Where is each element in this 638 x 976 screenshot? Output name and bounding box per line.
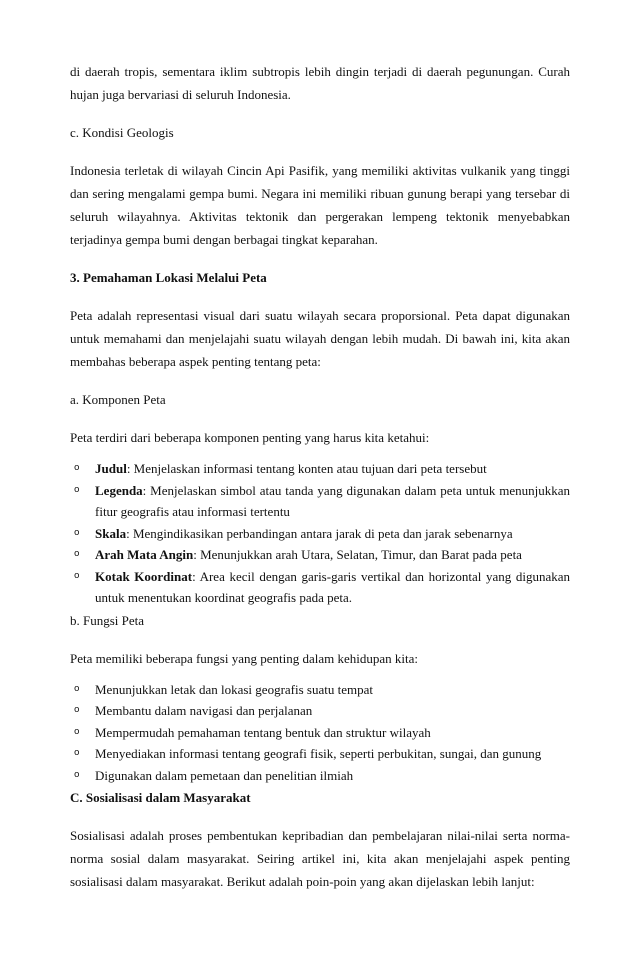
komponen-list — [70, 458, 570, 609]
list-item: o Arah Mata Angin: Menunjukkan arah Utara, Selatan, Timur, dan Barat pada peta — [70, 544, 570, 566]
bullet-icon: o — [74, 570, 80, 581]
list-item: o Skala: Mengindikasikan perbandingan antara jarak di peta dan jarak sebenarnya — [70, 523, 570, 545]
list-item: o Menyediakan informasi tentang geografi fisik, seperti perbukitan, sungai, dan gunung — [70, 743, 570, 765]
paragraph-sosialisasi: Sosialisasi adalah proses pembentukan kepribadian dan pembelajaran nilai-nilai serta norma-norma sosial dalam masyarakat. Seiring artikel ini, kita akan menjelajahi aspek penting sosialisasi dalam masyarakat. Berikut adalah poin-poin yang akan dijelaskan lebih lanjut: — [70, 828, 570, 889]
bullet-icon: o — [74, 726, 80, 737]
heading-sosialisasi: C. Sosialisasi dalam Masyarakat — [70, 790, 251, 805]
list-item: o Kotak Koordinat: Area kecil dengan garis-garis vertikal dan horizontal yang digunakan untuk menentukan koordinat geografis pada peta. — [70, 566, 570, 609]
document-page — [70, 60, 570, 893]
bullet-icon: o — [74, 683, 80, 694]
paragraph-fungsi-intro: Peta memiliki beberapa fungsi yang penting dalam kehidupan kita: — [70, 650, 419, 666]
heading-pemahaman-lokasi: 3. Pemahaman Lokasi Melalui Peta — [70, 270, 267, 285]
list-item: o Legenda: Menjelaskan simbol atau tanda yang digunakan dalam peta untuk menunjukkan fitur geografis atau informasi tertentu — [70, 480, 570, 523]
bullet-icon: o — [74, 527, 80, 538]
bullet-icon: o — [74, 705, 80, 715]
list-item: o Menunjukkan letak dan lokasi geografis suatu tempat — [70, 679, 570, 701]
list-item: o Judul: Menjelaskan informasi tentang konten atau tujuan dari peta tersebut — [70, 458, 570, 480]
paragraph-komponen-intro: Peta terdiri dari beberapa komponen penting yang harus kita ketahui: — [70, 430, 430, 445]
bullet-icon: o — [74, 549, 80, 559]
list-item: o Membantu dalam navigasi dan perjalanan — [70, 700, 570, 722]
paragraph-peta-intro: Peta adalah representasi visual dari suatu wilayah secara proporsional. Peta dapat digunakan untuk memahami dan menjelajahi suatu wilayah dengan lebih mudah. Di bawah ini, kita akan membahas beberapa aspek penting tentang peta: — [70, 308, 570, 369]
bullet-icon: o — [74, 484, 80, 495]
fungsi-list — [70, 679, 570, 787]
heading-kondisi-geologis: c. Kondisi Geologis — [70, 125, 174, 140]
bullet-icon: o — [74, 769, 80, 780]
paragraph-geologi: Indonesia terletak di wilayah Cincin Api Pasifik, yang memiliki aktivitas vulkanik yang tinggi dan sering mengalami gempa bumi. Negara ini memiliki ribuan gunung berapi yang tersebar di seluruh wilayahnya. Aktivitas tektonik dan pergerakan lempeng tektonik menyebabkan terjadinya gempa bumi dengan berbagai tingkat keparahan. — [70, 163, 570, 247]
heading-komponen-peta: a. Komponen Peta — [70, 392, 166, 407]
paragraph-intro-continued: di daerah tropis, sementara iklim subtropis lebih dingin terjadi di daerah pegunungan. Curah hujan juga bervariasi di seluruh Indonesia. — [70, 64, 570, 102]
bullet-icon: o — [74, 463, 80, 473]
bullet-icon: o — [74, 748, 80, 758]
heading-fungsi-peta: b. Fungsi Peta — [70, 612, 145, 628]
list-item: o Mempermudah pemahaman tentang bentuk dan struktur wilayah — [70, 722, 570, 744]
list-item: o Digunakan dalam pemetaan dan penelitian ilmiah — [70, 765, 570, 787]
